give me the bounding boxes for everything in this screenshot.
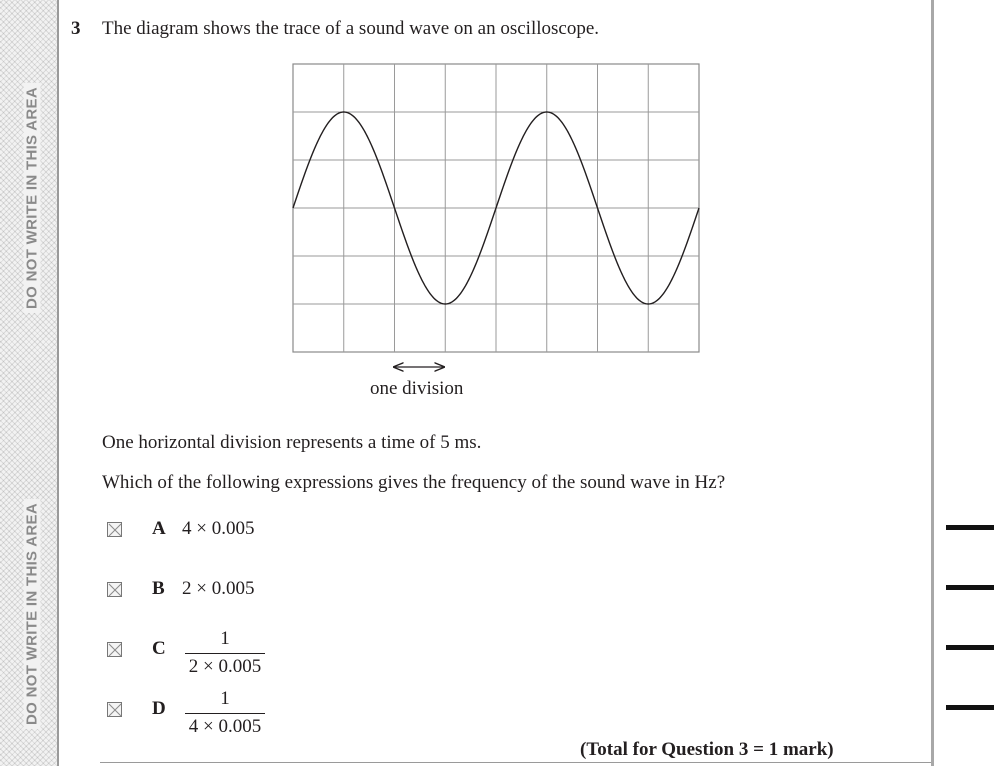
answer-checkbox[interactable] [107,642,122,657]
question-text: The diagram shows the trace of a sound wave on an oscilloscope. [102,18,600,39]
division-label: one division [370,378,464,399]
option-fraction [185,628,265,678]
option-letter: A [152,518,166,539]
question-number: 3 [71,18,81,39]
question-prompt: Which of the following expressions gives the frequency of the sound wave in Hz? [102,472,726,493]
time-base-statement: One horizontal division represents a time of 5 ms. [102,432,482,453]
option-letter: B [152,578,165,599]
option-expression: 4 × 0.005 [182,518,255,539]
option-fraction [185,688,265,738]
fraction-denominator: 4 × 0.005 [188,716,262,737]
fraction-denominator: 2 × 0.005 [188,656,262,677]
fraction-numerator: 1 [220,688,230,709]
fraction-bar [185,653,265,654]
fraction-numerator: 1 [220,628,230,649]
option-expression: 2 × 0.005 [182,578,255,599]
option-letter: C [152,638,166,659]
fraction-bar [185,713,265,714]
answer-checkbox[interactable] [107,702,122,717]
answer-checkbox[interactable] [107,582,122,597]
answer-checkbox[interactable] [107,522,122,537]
margin-warning-bottom: DO NOT WRITE IN THIS AREA [24,499,41,729]
question-total: (Total for Question 3 = 1 mark) [580,739,834,760]
option-letter: D [152,698,166,719]
margin-warning-top: DO NOT WRITE IN THIS AREA [24,83,41,313]
